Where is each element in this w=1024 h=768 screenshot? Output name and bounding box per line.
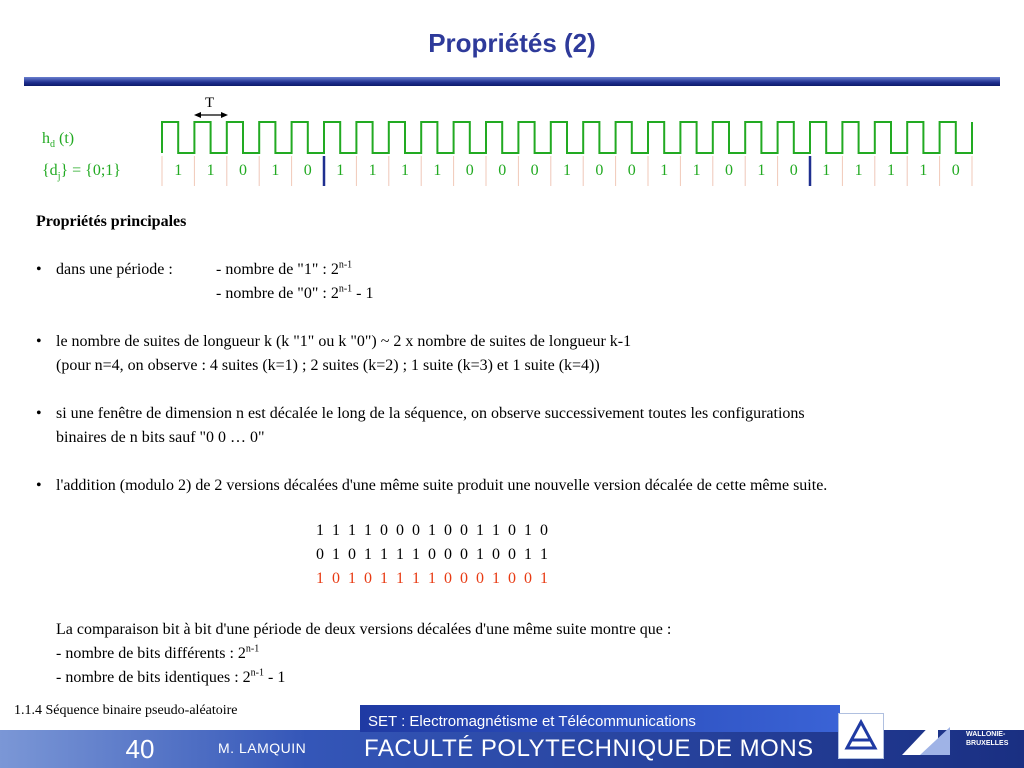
bit-value: 1: [206, 162, 215, 179]
hd-label: $h_d$ (t): [42, 130, 75, 151]
bit-value: 0: [465, 162, 474, 179]
bit-value: 1: [368, 162, 377, 179]
bit-value: 1: [660, 162, 669, 179]
bit-value: 0: [530, 162, 539, 179]
comparison-identical: - nombre de bits identiques : 2$^{n-1}$ - 1: [56, 667, 286, 686]
sequence-2: 0 1 0 1 1 1 1 0 0 0 1 0 0 1 1: [316, 546, 548, 563]
bit-value: 1: [433, 162, 442, 179]
bit-value: 1: [336, 162, 345, 179]
bullet-period: • dans une période : - nombre de "1" : 2$^{n-1}$: [36, 259, 353, 278]
bit-value: 1: [401, 162, 409, 179]
bit-value: 1: [174, 162, 183, 179]
bullet-window: • si une fenêtre de dimension n est décalée le long de la séquence, on observe successivement toutes les configurations: [36, 405, 805, 422]
bit-value: 1: [692, 162, 701, 179]
bit-value: 1: [919, 162, 928, 179]
bullet-runs: • le nombre de suites de longueur k (k "1" ou k "0") ~ 2 x nombre de suites de longueur k-1: [36, 333, 632, 350]
clock-waveform: [162, 122, 972, 153]
academy-name: ACADÉMIE UNIVERSITAIRE WALLONIE- BRUXELLES: [966, 713, 1020, 747]
square-wave: [162, 122, 972, 153]
bit-value: 0: [725, 162, 733, 179]
bullet-window-line2: binaires de n bits sauf "0 0 … 0": [56, 429, 265, 446]
bullet-runs-line2: (pour n=4, on observe : 4 suites (k=1) ; 2 suites (k=2) ; 1 suite (k=3) et 1 suite (k=4)): [56, 357, 600, 374]
period-label: T: [205, 95, 215, 111]
bit-value: 0: [789, 162, 798, 179]
main-content: [36, 210, 1016, 498]
author: M. LAMQUIN: [218, 740, 307, 756]
bullet-period-line2: - nombre de "0" : 2$^{n-1}$ - 1: [216, 283, 374, 302]
bit-value: 1: [757, 162, 766, 179]
comparison-intro: La comparaison bit à bit d'une période de deux versions décalées d'une même suite montre que :: [56, 621, 672, 638]
sequence-sum: 1 0 1 0 1 1 1 1 0 0 0 1 0 0 1: [316, 570, 548, 587]
academy-logo-icon: [898, 713, 958, 759]
bit-value: 1: [822, 162, 831, 179]
bit-value: 0: [498, 162, 507, 179]
sequence-1: 1 1 1 1 0 0 0 1 0 0 1 1 0 1 0: [316, 522, 548, 539]
section-heading: Propriétés principales: [36, 213, 187, 230]
comparison-different: - nombre de bits différents : 2$^{n-1}$: [56, 643, 260, 662]
page-title: Propriétés (2): [428, 28, 596, 58]
bit-value: 0: [627, 162, 636, 179]
page-number: 40: [125, 734, 155, 764]
course-title: SET : Electromagnétisme et Télécommunications: [368, 713, 696, 730]
bit-value: 0: [595, 162, 604, 179]
faculty-name: FACULTÉ POLYTECHNIQUE DE MONS: [364, 735, 814, 762]
bit-value: 1: [271, 162, 280, 179]
bit-value: 0: [239, 162, 247, 179]
bit-value: 1: [887, 162, 895, 179]
bit-value: 0: [303, 162, 312, 179]
bullet-addition: • l'addition (modulo 2) de 2 versions décalées d'une même suite produit une nouvelle version décalée de cette même suite.: [36, 477, 828, 494]
section-reference: 1.1.4 Séquence binaire pseudo-aléatoire: [14, 703, 238, 718]
bit-value: 1: [563, 162, 571, 179]
bit-value: 0: [951, 162, 960, 179]
dj-label: $\{d_j\}$ = {0;1}: [42, 162, 121, 183]
fpms-logo-icon: [838, 713, 884, 759]
period-arrow: [194, 112, 228, 118]
bit-value: 1: [854, 162, 863, 179]
comparison-block: [56, 618, 671, 690]
